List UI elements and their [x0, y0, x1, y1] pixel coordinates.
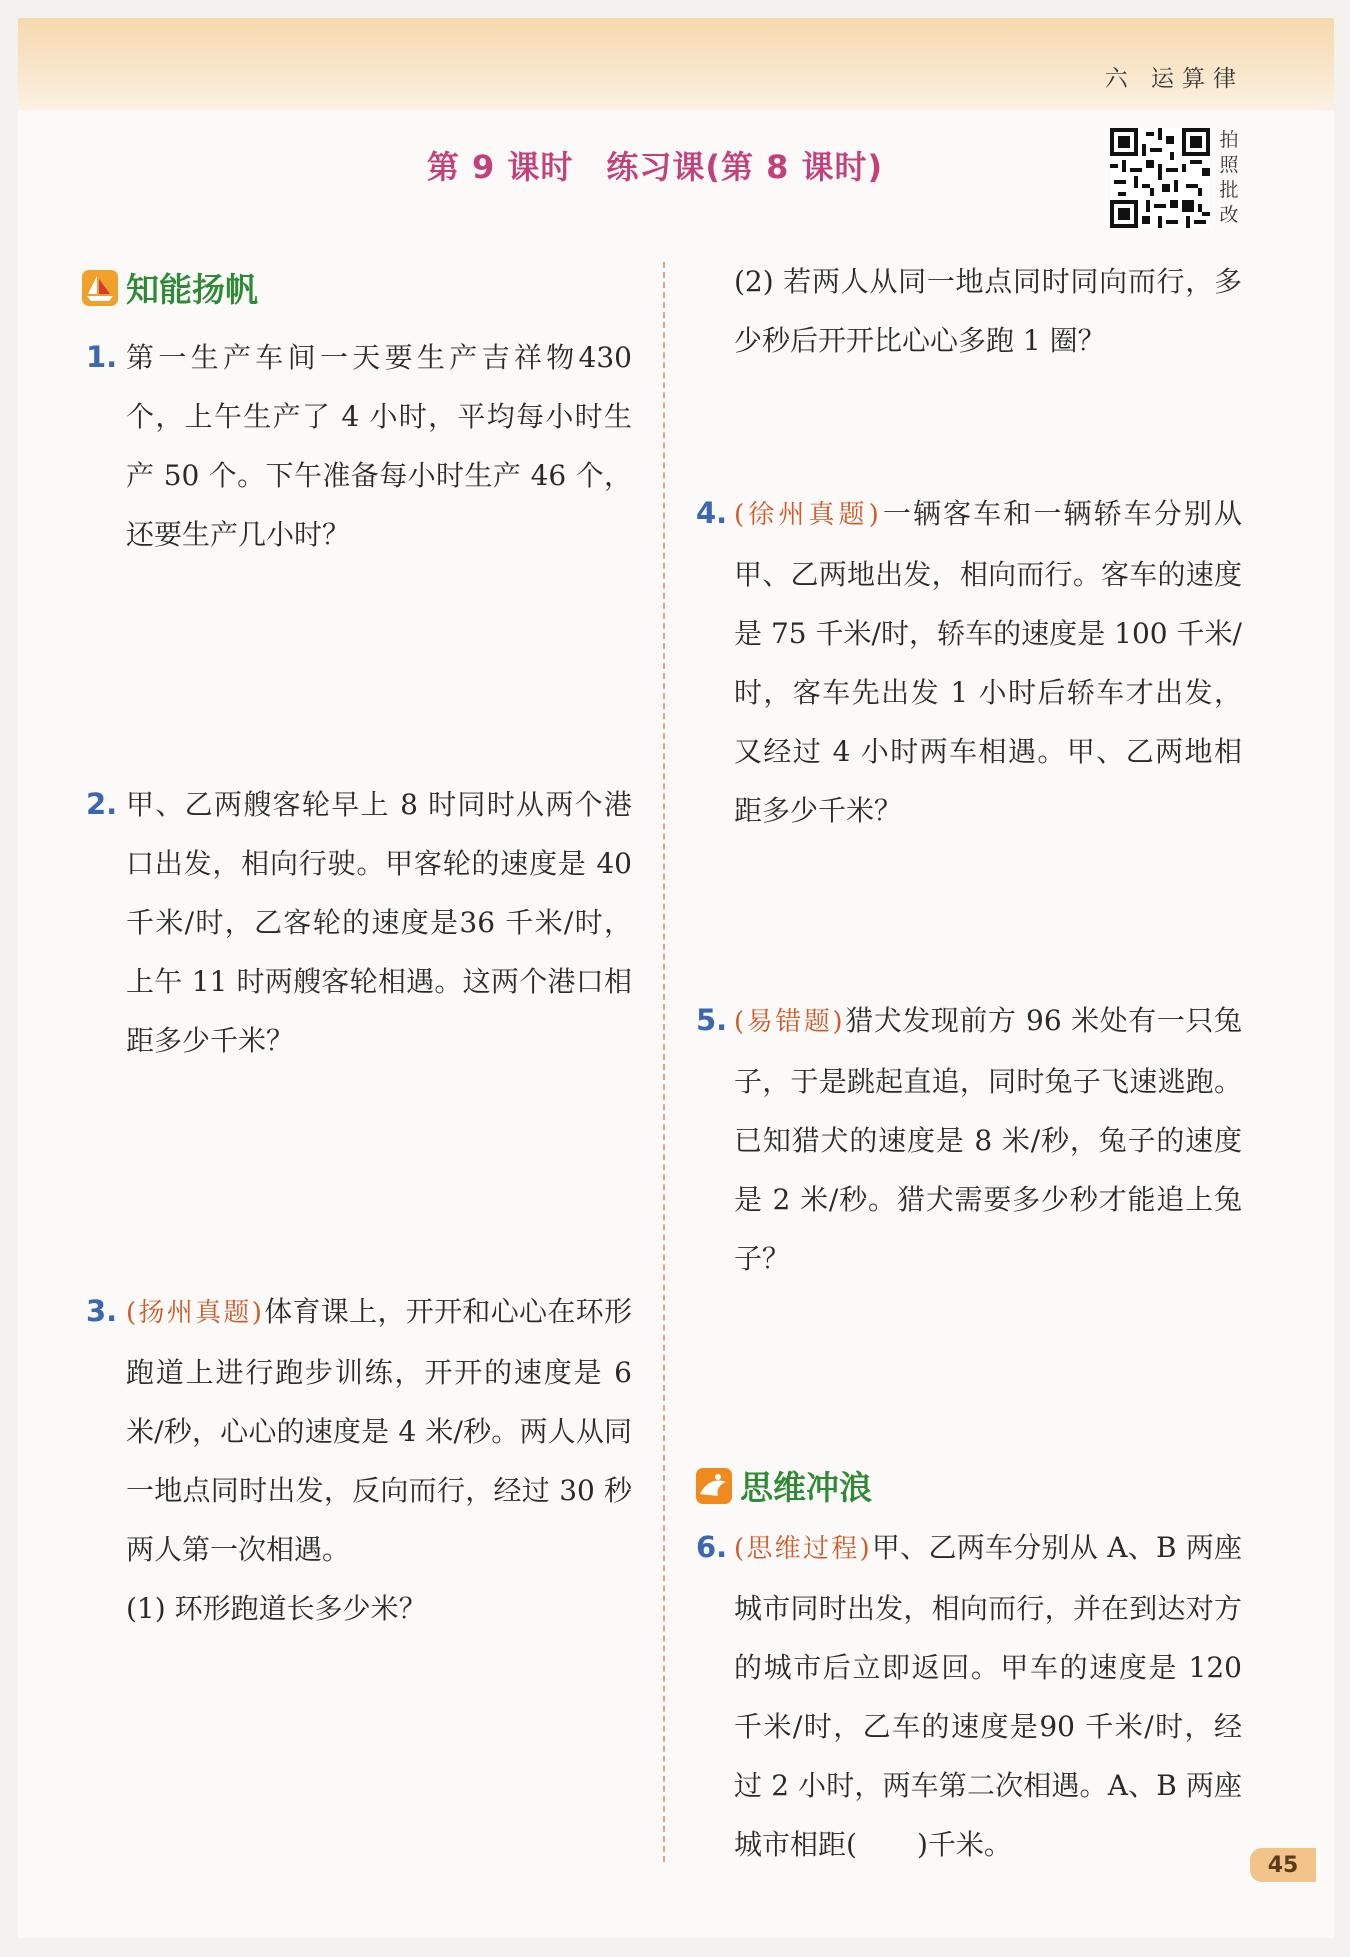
question-1	[126, 328, 632, 564]
question-number: 4.	[696, 496, 728, 530]
section-heading-siwei	[696, 1462, 872, 1509]
section-title: 思维冲浪	[740, 1468, 872, 1507]
lesson-title: 第 9 课时 练习课(第 8 课时)	[426, 148, 884, 186]
question-2	[126, 775, 632, 1070]
chapter-label: 六 运算律	[1104, 66, 1244, 92]
qr-label-char: 拍	[1219, 129, 1239, 151]
question-4	[734, 484, 1242, 840]
qr-code-icon[interactable]	[1110, 128, 1210, 228]
qr-label-char: 批	[1219, 179, 1239, 201]
question-text: 甲、乙两艘客轮早上 8 时同时从两个港口出发，相向行驶。甲客轮的速度是 40 千米/时，乙客轮的速度是36 千米/时，上午 11 时两艘客轮相遇。这两个港口相距多少千米？	[126, 788, 632, 1057]
sailboat-icon	[82, 270, 118, 306]
section-heading-zhineng	[82, 264, 258, 311]
question-tag: (徐州真题)	[734, 500, 881, 530]
question-text: 体育课上，开开和心心在环形跑道上进行跑步训练，开开的速度是 6 米/秒，心心的速度是 4 米/秒。两人从同一地点同时出发，反向而行，经过 30 秒两人第一次相遇。	[126, 1295, 632, 1566]
qr-label-char: 照	[1219, 154, 1239, 176]
question-text: 甲、乙两车分别从 A、B 两座城市同时出发，相向而行，并在到达对方的城市后立即返回。甲车的速度是 120 千米/时，乙车的速度是90 千米/时，经过 2 小时，两车第二次相遇。A、B 两座城市相距(	[734, 1531, 1242, 1861]
question-number: 2.	[86, 787, 118, 821]
question-text-end: )千米。	[916, 1828, 1012, 1861]
question-text: 一辆客车和一辆轿车分别从甲、乙两地出发，相向而行。客车的速度是 75 千米/时，轿车的速度是 100 千米/时，客车先出发 1 小时后轿车才出发，又经过 4 小时两车相遇。甲、乙两地相距多少千米？	[734, 497, 1242, 827]
question-number: 6.	[696, 1530, 728, 1564]
section-title: 知能扬帆	[126, 270, 258, 309]
question-3-part-2	[734, 252, 1242, 370]
question-tag: (扬州真题)	[126, 1298, 264, 1328]
question-5	[734, 991, 1242, 1288]
column-divider	[663, 262, 665, 1862]
question-6	[734, 1518, 1242, 1874]
sub-question-1: (1) 环形跑道长多少米？	[126, 1592, 427, 1625]
question-tag: (易错题)	[734, 1007, 845, 1037]
question-number: 3.	[86, 1294, 118, 1328]
question-3	[126, 1282, 632, 1638]
surfing-wave-icon	[696, 1468, 732, 1504]
question-number: 1.	[86, 340, 118, 374]
question-text: 猎犬发现前方 96 米处有一只兔子，于是跳起直追，同时兔子飞速逃跑。已知猎犬的速度是 8 米/秒，兔子的速度是 2 米/秒。猎犬需要多少秒才能追上兔子？	[734, 1004, 1242, 1275]
page-number: 45	[1250, 1848, 1316, 1882]
question-text: 第一生产车间一天要生产吉祥物430 个，上午生产了 4 小时，平均每小时生产 50 个。下午准备每小时生产 46 个，还要生产几小时？	[126, 341, 632, 551]
qr-label-char: 改	[1219, 204, 1239, 226]
question-tag: (思维过程)	[734, 1534, 872, 1564]
scan-to-grade-label	[1216, 128, 1242, 228]
question-number: 5.	[696, 1003, 728, 1037]
sub-question-2: (2) 若两人从同一地点同时同向而行，多少秒后开开比心心多跑 1 圈？	[734, 265, 1242, 357]
